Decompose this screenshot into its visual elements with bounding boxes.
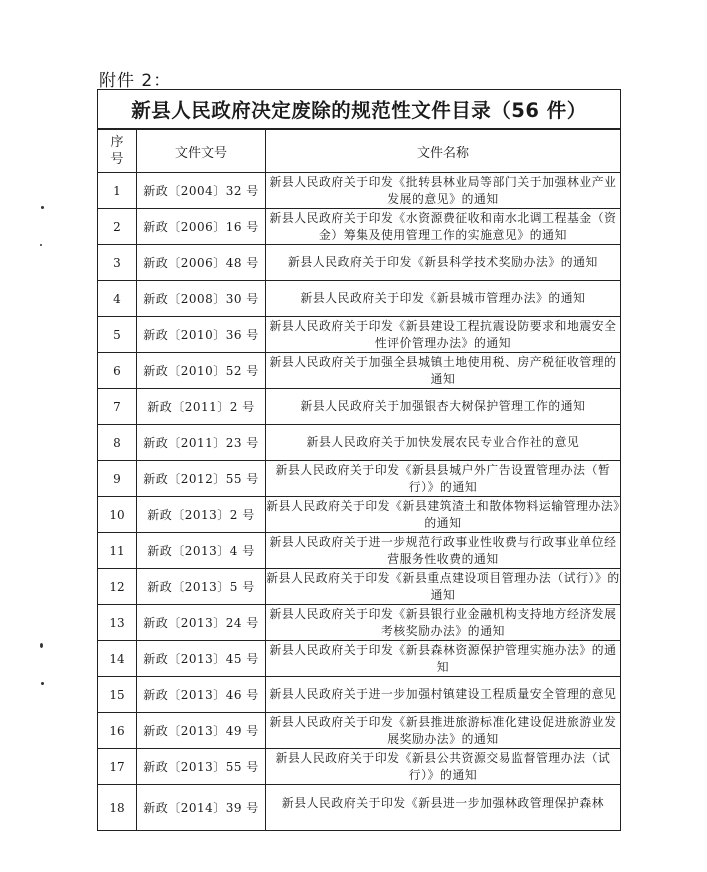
row-doc-no: 新政〔2011〕2 号: [137, 389, 266, 425]
row-seq: 16: [98, 713, 137, 749]
table-row: [98, 281, 621, 317]
row-doc-no: 新政〔2013〕24 号: [137, 605, 266, 641]
row-seq: 7: [98, 389, 137, 425]
row-doc-name: 新县人民政府关于印发《新县建筑渣土和散体物料运输管理办法》的通知: [266, 497, 621, 533]
row-doc-name: 新县人民政府关于印发《水资源费征收和南水北调工程基金（资金）筹集及使用管理工作的实施意见》的通知: [266, 209, 621, 245]
table-title-row: [98, 90, 621, 130]
row-seq: 15: [98, 677, 137, 713]
row-seq: 8: [98, 425, 137, 461]
row-seq: 5: [98, 317, 137, 353]
row-doc-no: 新政〔2010〕36 号: [137, 317, 266, 353]
row-seq: 10: [98, 497, 137, 533]
row-doc-name: 新县人民政府关于进一步规范行政事业性收费与行政事业单位经营服务性收费的通知: [266, 533, 621, 569]
row-doc-name: 新县人民政府关于印发《新县银行业金融机构支持地方经济发展考核奖励办法》的通知: [266, 605, 621, 641]
row-doc-name: 新县人民政府关于印发《新县进一步加强林政管理保护森林: [266, 785, 621, 831]
table-row: [98, 749, 621, 785]
row-doc-no: 新政〔2006〕48 号: [137, 245, 266, 281]
table-title: 新县人民政府决定废除的规范性文件目录（56 件）: [98, 90, 621, 130]
row-seq: 6: [98, 353, 137, 389]
row-doc-name: 新县人民政府关于印发《新县县城户外广告设置管理办法（暂行）》的通知: [266, 461, 621, 497]
table-row: [98, 245, 621, 281]
scan-speck: [40, 244, 42, 246]
row-doc-name: 新县人民政府关于加快发展农民专业合作社的意见: [266, 425, 621, 461]
row-seq: 18: [98, 785, 137, 831]
row-doc-no: 新政〔2013〕5 号: [137, 569, 266, 605]
row-doc-no: 新政〔2014〕39 号: [137, 785, 266, 831]
document-list-table: [97, 89, 621, 831]
row-doc-name: 新县人民政府关于印发《新县科学技术奖励办法》的通知: [266, 245, 621, 281]
table-row: [98, 461, 621, 497]
row-seq: 9: [98, 461, 137, 497]
table-row: [98, 425, 621, 461]
table-body: [98, 173, 621, 831]
table-row: [98, 713, 621, 749]
row-doc-no: 新政〔2004〕32 号: [137, 173, 266, 209]
row-doc-name: 新县人民政府关于印发《新县推进旅游标准化建设促进旅游业发展奖励办法》的通知: [266, 713, 621, 749]
header-seq-label: 序号: [110, 135, 124, 167]
header-doc-no: 文件文号: [137, 129, 266, 173]
table-row: [98, 389, 621, 425]
row-seq: 4: [98, 281, 137, 317]
row-doc-name: 新县人民政府关于加强银杏大树保护管理工作的通知: [266, 389, 621, 425]
row-seq: 12: [98, 569, 137, 605]
attachment-label: 附件 2：: [99, 71, 172, 91]
scan-speck: [41, 206, 44, 209]
table-row: [98, 641, 621, 677]
row-doc-name: 新县人民政府关于印发《新县重点建设项目管理办法（试行）》的通知: [266, 569, 621, 605]
table-row: [98, 785, 621, 831]
row-doc-name: 新县人民政府关于印发《新县城市管理办法》的通知: [266, 281, 621, 317]
row-seq: 13: [98, 605, 137, 641]
header-doc-name: 文件名称: [266, 129, 621, 173]
table-row: [98, 533, 621, 569]
row-seq: 17: [98, 749, 137, 785]
scan-speck: [40, 643, 43, 648]
row-doc-name: 新县人民政府关于印发《新县公共资源交易监督管理办法（试行）》的通知: [266, 749, 621, 785]
table-row: [98, 353, 621, 389]
scan-speck: [41, 682, 44, 685]
row-doc-no: 新政〔2006〕16 号: [137, 209, 266, 245]
row-seq: 11: [98, 533, 137, 569]
row-doc-no: 新政〔2013〕55 号: [137, 749, 266, 785]
row-doc-no: 新政〔2013〕46 号: [137, 677, 266, 713]
header-seq: [98, 129, 137, 173]
table-row: [98, 605, 621, 641]
table-header-row: [98, 129, 621, 173]
row-doc-name: 新县人民政府关于进一步加强村镇建设工程质量安全管理的意见: [266, 677, 621, 713]
row-doc-no: 新政〔2013〕4 号: [137, 533, 266, 569]
table-row: [98, 497, 621, 533]
row-doc-no: 新政〔2013〕2 号: [137, 497, 266, 533]
row-seq: 14: [98, 641, 137, 677]
table-row: [98, 173, 621, 209]
row-doc-no: 新政〔2013〕45 号: [137, 641, 266, 677]
table-row: [98, 317, 621, 353]
row-doc-name: 新县人民政府关于加强全县城镇土地使用税、房产税征收管理的通知: [266, 353, 621, 389]
row-doc-no: 新政〔2012〕55 号: [137, 461, 266, 497]
row-doc-no: 新政〔2013〕49 号: [137, 713, 266, 749]
table-row: [98, 209, 621, 245]
row-doc-no: 新政〔2011〕23 号: [137, 425, 266, 461]
row-doc-no: 新政〔2010〕52 号: [137, 353, 266, 389]
row-seq: 2: [98, 209, 137, 245]
row-doc-no: 新政〔2008〕30 号: [137, 281, 266, 317]
table-row: [98, 677, 621, 713]
row-doc-name: 新县人民政府关于印发《批转县林业局等部门关于加强林业产业发展的意见》的通知: [266, 173, 621, 209]
row-doc-name: 新县人民政府关于印发《新县建设工程抗震设防要求和地震安全性评价管理办法》的通知: [266, 317, 621, 353]
row-seq: 1: [98, 173, 137, 209]
table-row: [98, 569, 621, 605]
row-seq: 3: [98, 245, 137, 281]
row-doc-name: 新县人民政府关于印发《新县森林资源保护管理实施办法》的通知: [266, 641, 621, 677]
